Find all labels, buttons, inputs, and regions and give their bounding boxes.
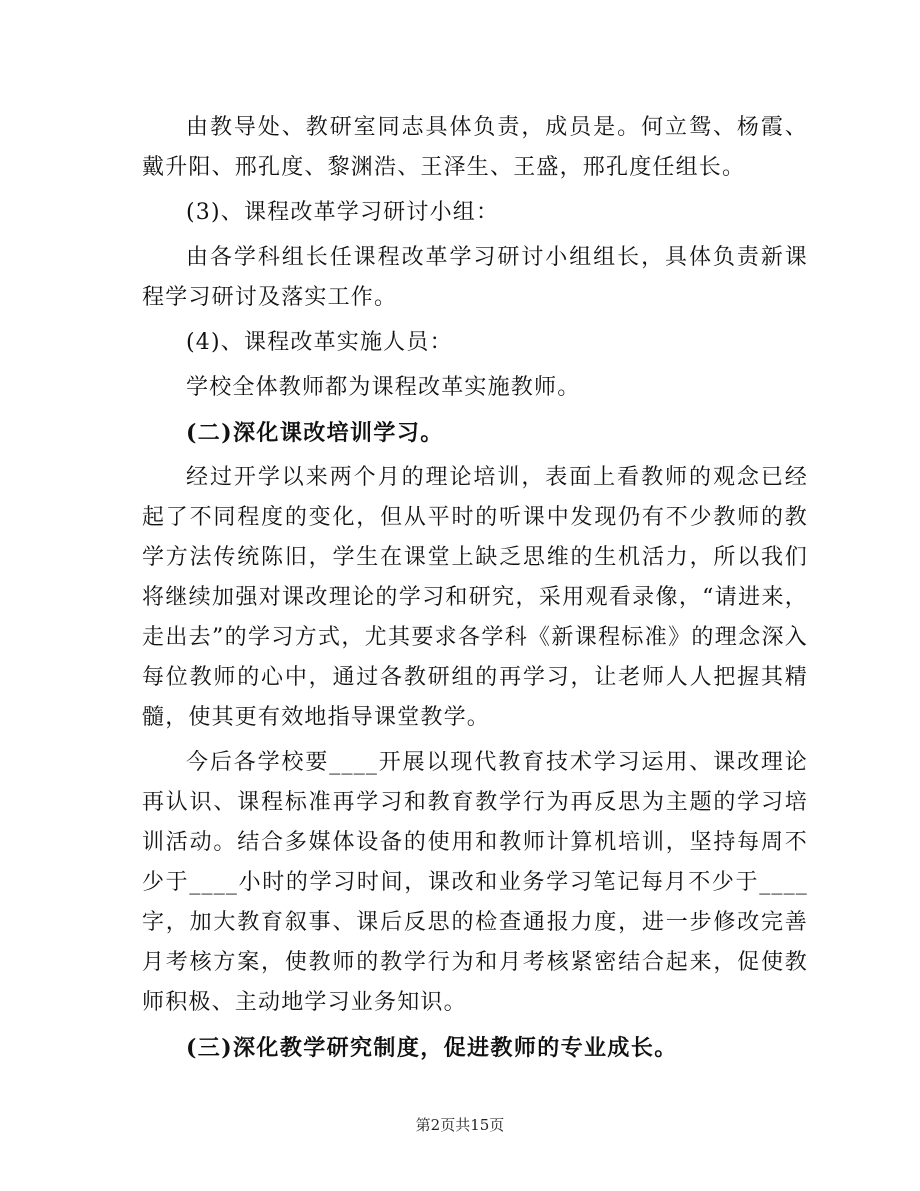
paragraph-training-body: 经过开学以来两个月的理论培训，表面上看教师的观念已经起了不同程度的变化，但从平时的听课中发现仍有不少教师的教学方法传统陈旧，学生在课堂上缺乏思维的生机活力，所以我们将继续加强对课改理论的学习和研究，采用观看录像，“请进来，走出去”的学习方式，尤其要求各学科《新课程标准》的理念深入每位教师的心中，通过各教研组的再学习，让老师人人把握其精髓，使其更有效地指导课堂教学。 [142,465,808,730]
paragraph-committee-members: 由教导处、教研室同志具体负责，成员是。何立鸳、杨霞、戴升阳、邢孔度、黎渊浩、王泽生、王盛，邢孔度任组长。 [142,115,808,180]
section-heading-training: (二)深化课改培训学习。 [186,420,444,446]
paragraph-research-group-title: (3)、课程改革学习研讨小组： [186,200,500,225]
paragraph-implementers-desc: 学校全体教师都为课程改革实施教师。 [186,375,581,400]
page-number-footer: 第2页共15页 [415,1116,505,1134]
section-heading-research: (三)深化教学研究制度，促进教师的专业成长。 [186,1035,678,1061]
paragraph-implementers-title: (4)、课程改革实施人员： [186,330,453,355]
document-body [142,108,808,1068]
paragraph-research-group-desc: 由各学科组长任课程改革学习研讨小组组长，具体负责新课程学习研讨及落实工作。 [142,245,808,310]
paragraph-training-plan: 今后各学校要____开展以现代教育技术学习运用、课改理论再认识、课程标准再学习和教育教学行为再反思为主题的学习培训活动。结合多媒体设备的使用和教师计算机培训，坚持每周不少于____小时的学习时间，课改和业务学习笔记每月不少于____字，加大教育叙事、课后反思的检查通报力度，进一步修改完善月考核方案，使教师的教学行为和月考核紧密结合起来，促使教师积极、主动地学习业务知识。 [142,750,808,1015]
